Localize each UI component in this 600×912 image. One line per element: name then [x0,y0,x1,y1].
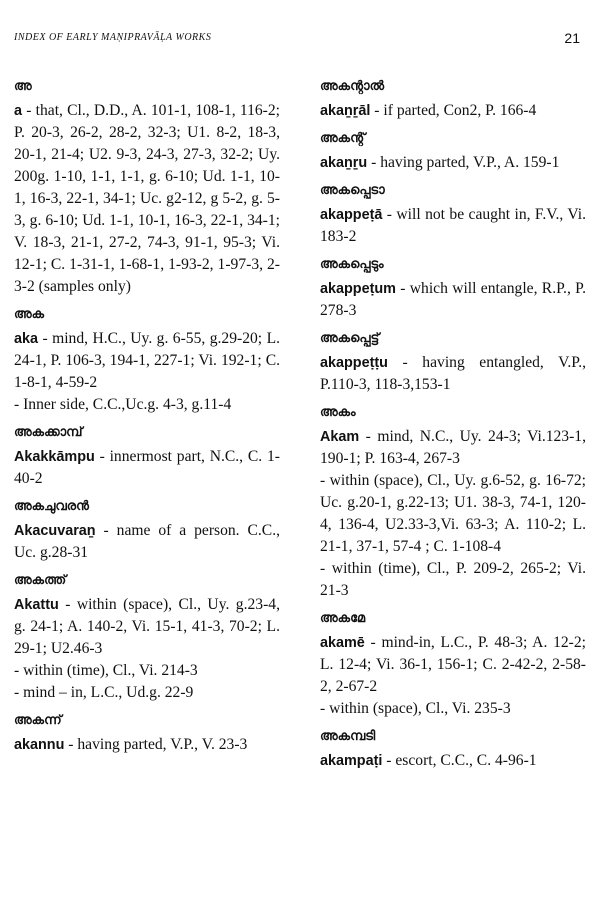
malayalam-headword: അകക്കാമ്പ് [14,425,83,440]
page-number: 21 [564,30,580,46]
definition-text: - mind-in, L.C., P. 48-3; A. 12-2; L. 12-4; Vi. 36-1, 156-1; C. 2-42-2, 2-58-2, 2-67-2 [320,634,586,695]
index-entry [320,256,586,322]
entry-definition [320,352,586,396]
index-entry [14,78,280,298]
malayalam-headword: അകന്ന് [14,713,62,728]
entry-definition [14,734,280,756]
transliterated-lemma: akappeṭṭu [320,355,388,371]
index-entry [14,712,280,756]
transliterated-lemma: aka [14,331,39,347]
definition-text: - innermost part, N.C., C. 1-40-2 [14,448,280,487]
definition-text: - escort, C.C., C. 4-96-1 [382,752,537,769]
definition-text: - within (time), Cl., P. 209-2, 265-2; Vi. 21-3 [320,560,586,599]
malayalam-headword: അക [14,307,45,322]
index-entry [14,498,280,564]
transliterated-lemma: akannu [14,737,65,753]
transliterated-lemma: akappeṭā [320,207,383,223]
entry-sense [320,698,586,720]
malayalam-headword: അ [14,79,32,94]
transliterated-lemma: akampaṭi [320,753,383,769]
definition-text: - having parted, V.P., V. 23-3 [64,736,248,753]
entry-definition [320,750,586,772]
page-header [14,30,580,50]
transliterated-lemma: Akacuvaraṉ [14,523,96,539]
definition-text: - if parted, Con2, P. 166-4 [370,102,537,119]
index-entry [320,130,586,174]
malayalam-headword: അകപ്പെടാ [320,183,385,198]
entry-sense [14,682,280,704]
entry-definition [320,426,586,470]
index-entry [320,182,586,248]
index-entry [14,572,280,704]
malayalam-headword: അകമേ [320,611,366,626]
definition-text: - will not be caught in, F.V., Vi. 183-2 [320,206,586,245]
malayalam-headword: അകപ്പെട്ട് [320,331,380,346]
malayalam-headword: അകത്ത് [14,573,67,588]
definition-text: - within (space), Cl., Uy. g.23-4, g. 24-1; A. 140-2, Vi. 15-1, 41-3, 70-2; L. 29-1; U2.46-3 [14,596,280,657]
transliterated-lemma: akamē [320,635,365,651]
entry-definition [14,520,280,564]
definition-text: - that, Cl., D.D., A. 101-1, 108-1, 116-2; P. 20-3, 26-2, 28-2, 32-3; U1. 8-2, 18-3, 20-1, 21-4; U2. 9-3, 24-3, 27-3, 32-2; Uy. 200g. 1-10, 1-1, 1-1, g. 6-10; Ud. 1-1, 10-1, 16-3, 22-1, 34-1; Uc. g2-12, g 5-2, g. 5-3, g. 6-10; Ud. 1-1, 10-1, 16-3, 22-1, 34-1; V. 18-3, 21-1, 27-2, 74-3, 91-1, 95-3; Vi. 12-1; C. 1-31-1, 1-68-1, 1-93-2, 1-97-3, 2-3-2 (samples only) [14,102,280,295]
definition-text: - within (time), Cl., Vi. 214-3 [14,662,198,679]
entry-sense [320,558,586,602]
definition-text: - within (space), Cl., Uy. g.6-52, g. 16-72; Uc. g.20-1, g.22-13; U1. 38-3, 74-1, 120-4, 136-4, U2.33-3,Vi. 63-3; A. 110-2; L. 21-1, 37-1, 57-4 ; C. 1-108-4 [320,472,586,555]
index-entry [14,424,280,490]
definition-text: - which will entangle, R.P., P. 278-3 [320,280,586,319]
index-entry [320,78,586,122]
left-column [14,78,280,764]
index-entry [320,728,586,772]
definition-text: - within (space), Cl., Vi. 235-3 [320,700,511,717]
definition-text: - name of a person. C.C., Uc. g.28-31 [14,522,280,561]
entry-definition [14,328,280,394]
transliterated-lemma: a [14,103,23,119]
entry-definition [14,100,280,298]
index-entry [320,330,586,396]
transliterated-lemma: Akakkāmpu [14,449,95,465]
index-entry [320,610,586,720]
definition-text: - Inner side, C.C.,Uc.g. 4-3, g.11-4 [14,396,232,413]
index-entry [14,306,280,416]
definition-text: - mind – in, L.C., Ud.g. 22-9 [14,684,194,701]
entry-definition [320,152,586,174]
running-title: INDEX OF EARLY MAṆIPRAVĀḶA WORKS [14,32,212,43]
index-entry [320,404,586,602]
entry-sense [14,660,280,682]
transliterated-lemma: akaṉṟu [320,155,368,171]
malayalam-headword: അകന്റ് [320,131,366,146]
transliterated-lemma: akappeṭum [320,281,396,297]
transliterated-lemma: akaṉṟāl [320,103,371,119]
malayalam-headword: അകം [320,405,356,420]
entry-sense [320,470,586,558]
malayalam-headword: അകചുവരൻ [14,499,89,514]
definition-text: - having entangled, V.P., P.110-3, 118-3,153-1 [320,354,586,393]
malayalam-headword: അകമ്പടി [320,729,376,744]
definition-text: - mind, N.C., Uy. 24-3; Vi.123-1, 190-1; P. 163-4, 267-3 [320,428,586,467]
entry-definition [320,100,586,122]
entry-definition [320,632,586,698]
transliterated-lemma: Akattu [14,597,59,613]
entry-definition [14,594,280,660]
entry-sense [14,394,280,416]
entry-definition [320,204,586,248]
transliterated-lemma: Akam [320,429,360,445]
entry-definition [14,446,280,490]
malayalam-headword: അകന്റാൽ [320,79,385,94]
definition-text: - mind, H.C., Uy. g. 6-55, g.29-20; L. 24-1, P. 106-3, 194-1, 227-1; Vi. 192-1; C. 1-8-1, 4-59-2 [14,330,280,391]
malayalam-headword: അകപ്പെടും [320,257,384,272]
definition-text: - having parted, V.P., A. 159-1 [367,154,560,171]
right-column [320,78,586,780]
entry-definition [320,278,586,322]
